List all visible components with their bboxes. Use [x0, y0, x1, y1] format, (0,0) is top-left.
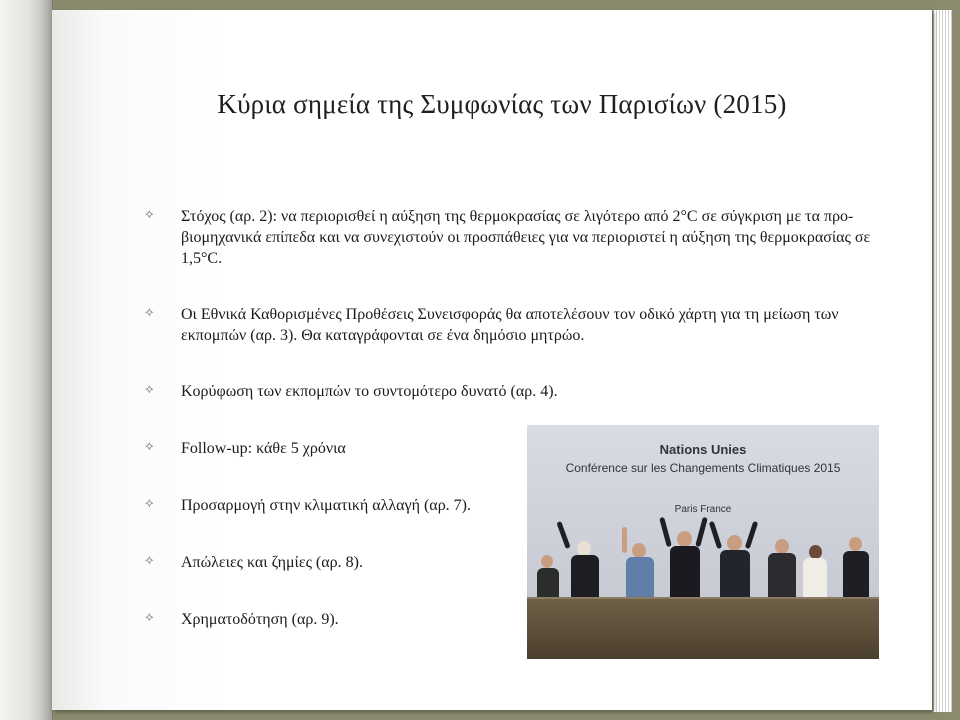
slide-title: Κύρια σημεία της Συμφωνίας των Παρισίων (2015) — [217, 89, 787, 119]
bullet-diamond-icon: ⟡ — [145, 552, 154, 567]
bullet-diamond-icon: ⟡ — [145, 304, 154, 319]
bullet-diamond-icon: ⟡ — [145, 381, 154, 396]
slide-page — [52, 10, 932, 710]
bullet-text: Απώλειες και ζημίες (αρ. 8). — [181, 554, 363, 571]
photo-sign-line3: Paris France — [674, 504, 732, 515]
bullet-text: Οι Εθνικά Καθορισμένες Προθέσεις Συνεισφοράς θα αποτελέσουν τον οδικό χάρτη για τη μείωση των εκπομπών (αρ. 3). Θα καταγράφονται σε ένα δημόσιο μητρώο. — [181, 306, 839, 344]
bullet-text: Follow-up: κάθε 5 χρόνια — [181, 440, 346, 457]
podium-front — [527, 599, 879, 659]
bullet-text: Χρηματοδότηση (αρ. 9). — [181, 611, 339, 628]
cop21-photo — [527, 425, 879, 659]
photo-sign-line2: Conférence sur les Changements Climatiques 2015 — [565, 461, 841, 475]
bullet-text: Στόχος (αρ. 2): να περιορισθεί η αύξηση της θερμοκρασίας σε λιγότερο από 2°C σε σύγκριση με τα προ-βιομηχανικά επίπεδα και να συνεχιστούν οι προσπάθειες για να περιοριστεί η αύξηση της θερμοκρασίας σε 1,5°C. — [181, 208, 871, 267]
bullet-text: Κορύφωση των εκπομπών το συντομότερο δυνατό (αρ. 4). — [181, 383, 558, 400]
bullet-diamond-icon: ⟡ — [145, 438, 154, 453]
bullet-text: Προσαρμογή στην κλιματική αλλαγή (αρ. 7). — [181, 497, 471, 514]
bullet-diamond-icon: ⟡ — [145, 206, 154, 221]
bullet-diamond-icon: ⟡ — [145, 495, 154, 510]
bullet-diamond-icon: ⟡ — [145, 609, 154, 624]
book-binding — [0, 0, 53, 720]
photo-sign-line1: Nations Unies — [659, 442, 747, 457]
